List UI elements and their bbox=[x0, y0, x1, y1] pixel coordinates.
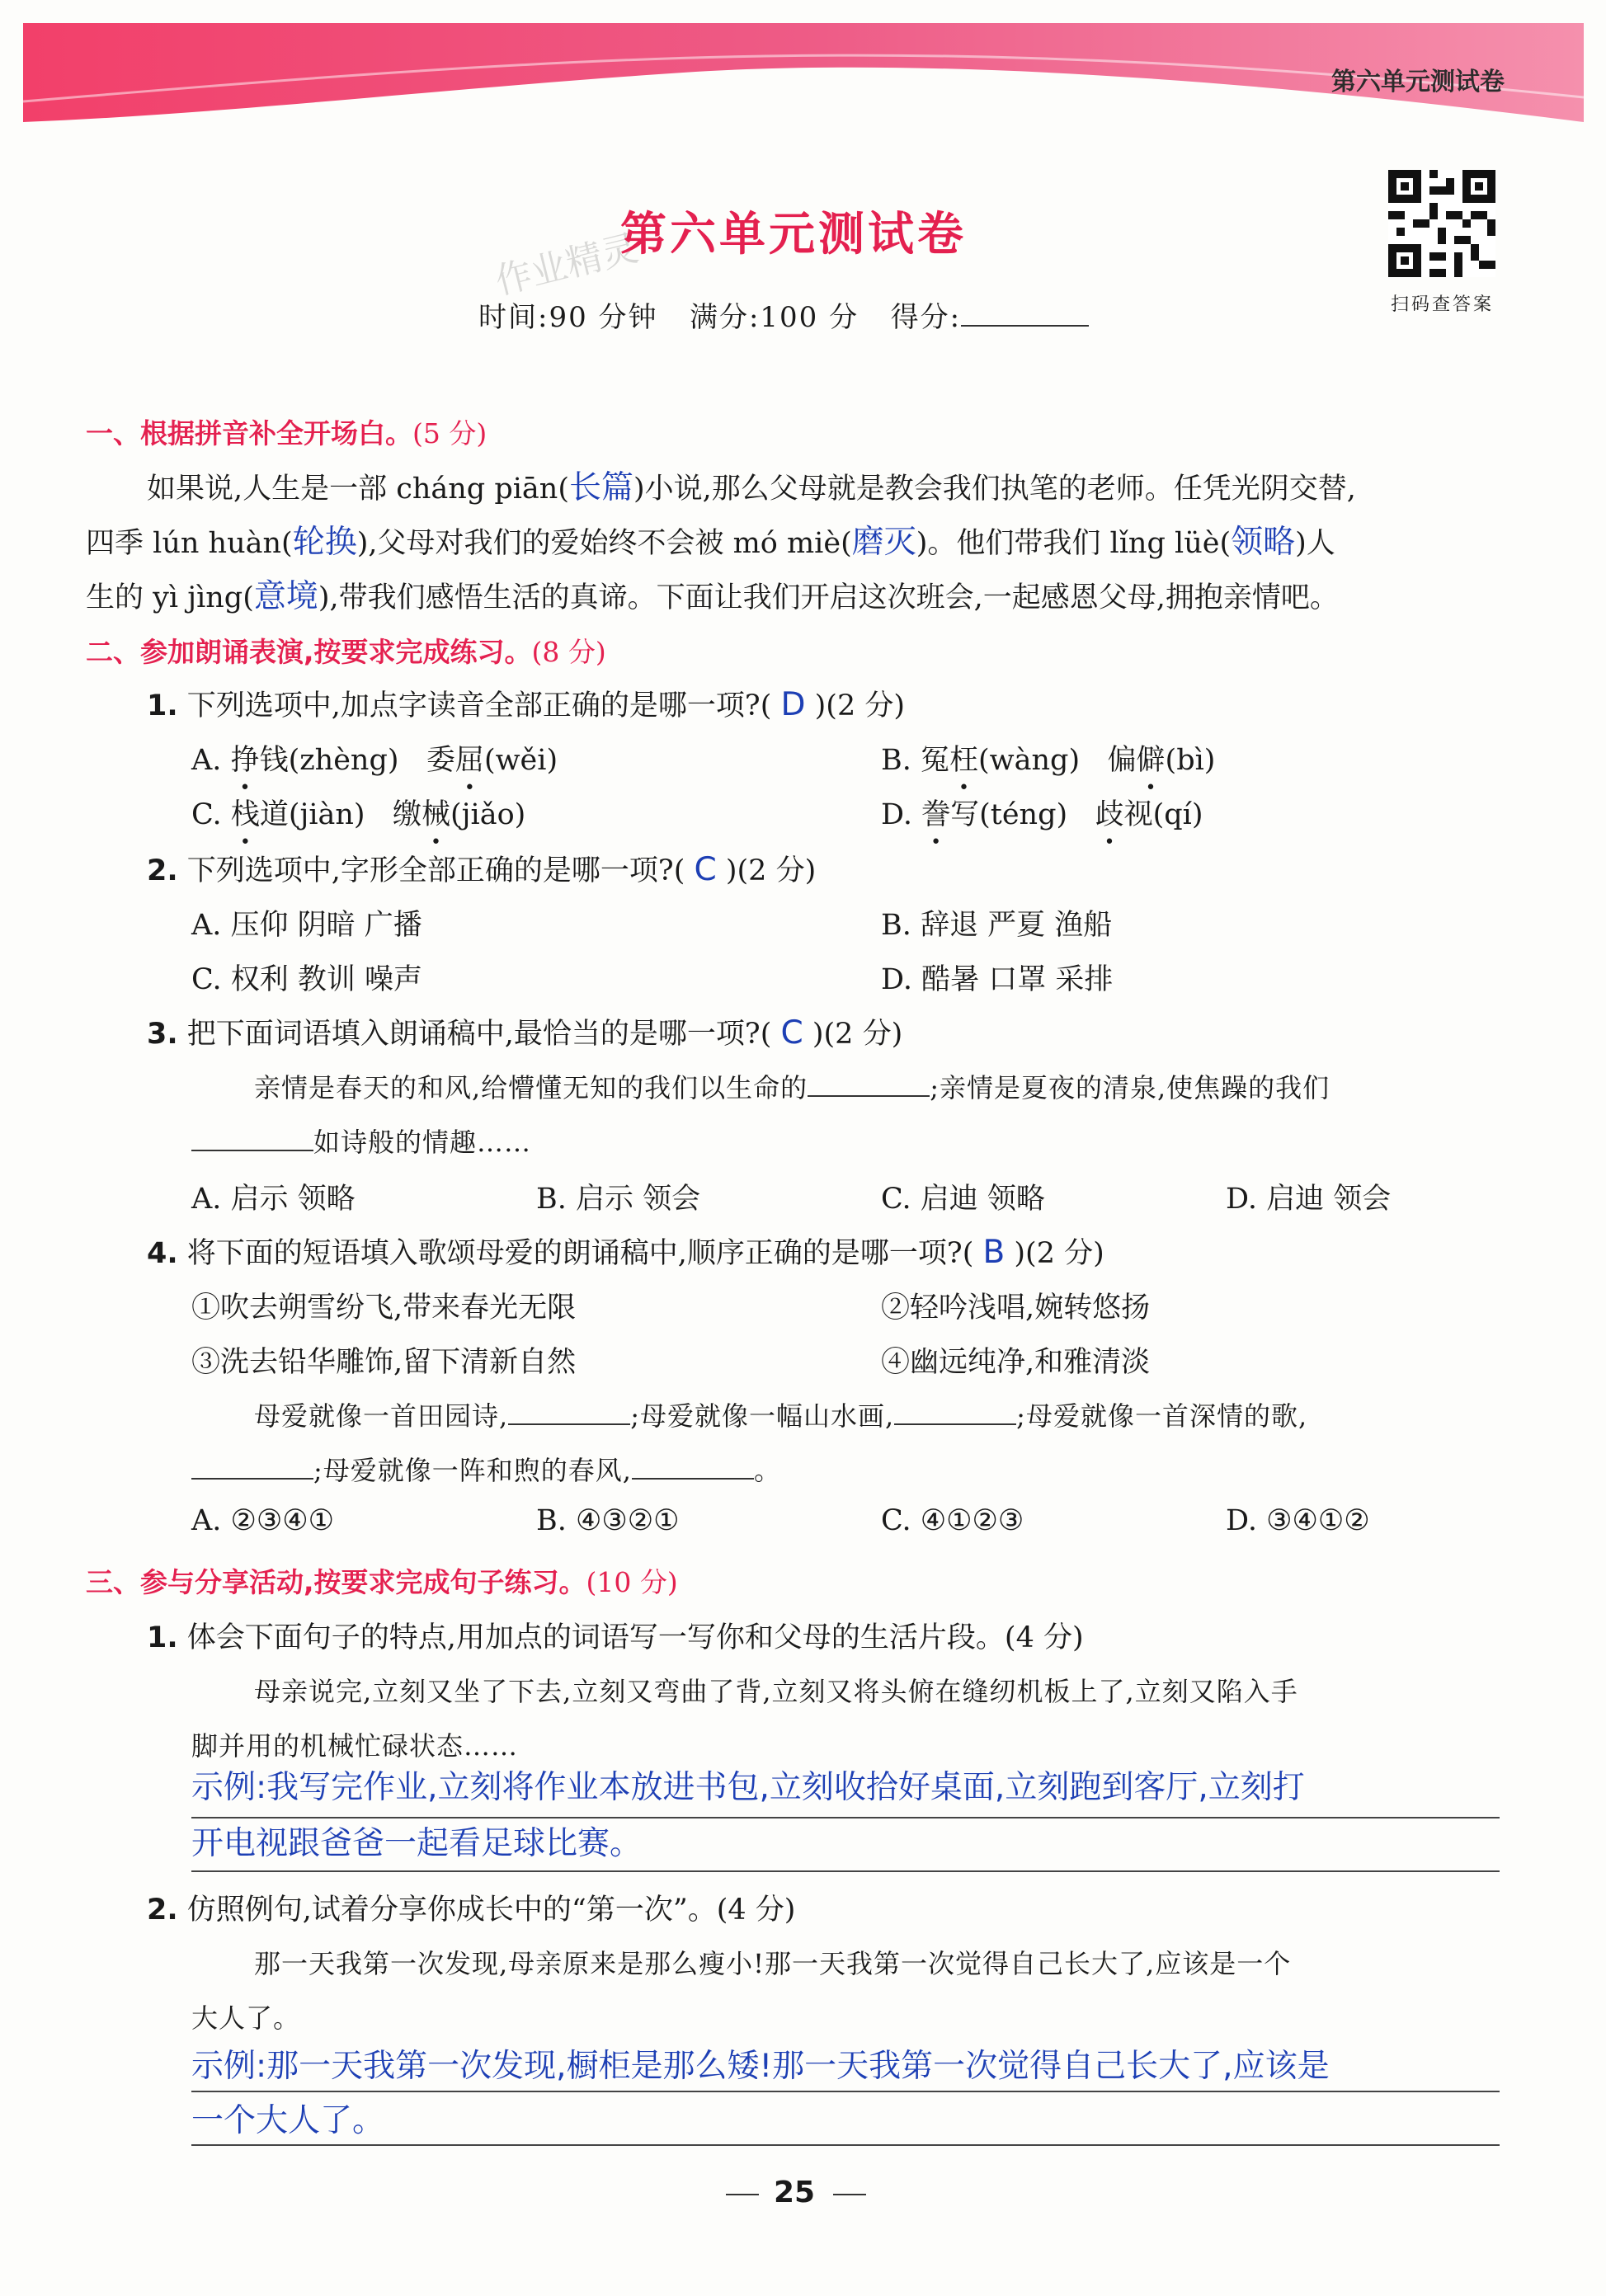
question-stem: 仿照例句,试着分享你成长中的“第一次”。(4 分) bbox=[186, 1894, 796, 1927]
passage-text: 如果说,人生是一部 cháng piān( bbox=[147, 473, 569, 506]
s2-q3-option-d: D. 启迪 领会 bbox=[1226, 1183, 1392, 1216]
score-label: 得分: bbox=[890, 301, 962, 334]
s2-q4-phrase-4: ④幽远纯净,和雅清淡 bbox=[881, 1346, 1151, 1379]
s3-q2-example-line-1: 那一天我第一次发现,母亲原来是那么瘦小!那一天我第一次觉得自己长大了,应该是一个 bbox=[254, 1948, 1292, 1979]
question-stem: 将下面的短语填入歌颂母爱的朗诵稿中,顺序正确的是哪一项?( bbox=[186, 1237, 974, 1270]
s3-q1-stem bbox=[147, 1615, 1084, 1656]
s2-q4-phrase-2: ②轻吟浅唱,婉转悠扬 bbox=[881, 1292, 1151, 1324]
section-3-title: 三、参与分享活动,按要求完成句子练习。 bbox=[86, 1566, 586, 1598]
question-stem: 下列选项中,字形全部正确的是哪一项?( bbox=[186, 854, 685, 887]
dotted-char: 屈 bbox=[454, 744, 484, 777]
s2-q3-stem bbox=[147, 1011, 902, 1052]
qr-code-icon bbox=[1388, 170, 1495, 277]
passage-text: ;亲情是夏夜的清泉,使焦躁的我们 bbox=[930, 1072, 1330, 1103]
s2-q2-option-d: D. 酷暑 口罩 采排 bbox=[881, 963, 1114, 996]
passage-text: 。 bbox=[753, 1455, 781, 1486]
page-title: 第六单元测试卷 bbox=[620, 207, 967, 261]
s3-q1-answer-line-1: 示例:我写完作业,立刻将作业本放进书包,立刻收拾好桌面,立刻跑到客厅,立刻打 bbox=[191, 1769, 1305, 1806]
page-number-dash bbox=[726, 2194, 759, 2195]
s2-q4-option-d: D. ③④①② bbox=[1226, 1504, 1370, 1537]
s2-q2-option-c: C. 权利 教训 噪声 bbox=[191, 963, 423, 996]
dotted-char: 械 bbox=[422, 798, 451, 831]
section-3-heading bbox=[86, 1561, 678, 1600]
score-blank bbox=[961, 325, 1089, 327]
watermark: 作业精灵 bbox=[491, 227, 643, 303]
option-text: 缴 bbox=[392, 798, 422, 831]
s3-q2-stem bbox=[147, 1887, 795, 1928]
option-label: A. bbox=[191, 744, 222, 777]
s2-q4-stem bbox=[147, 1230, 1104, 1272]
answer-handwritten: 领略 bbox=[1231, 524, 1296, 561]
s2-q3-option-c: C. 启迪 领略 bbox=[881, 1183, 1045, 1216]
dotted-char: 僻 bbox=[1136, 744, 1166, 777]
s2-q4-phrase-1: ①吹去朔雪纷飞,带来春光无限 bbox=[191, 1292, 577, 1324]
answer-rule bbox=[191, 2144, 1500, 2146]
time-label: 时间:90 分钟 bbox=[478, 301, 658, 334]
s3-q1-example-line-2: 脚并用的机械忙碌状态…… bbox=[191, 1730, 519, 1762]
option-text: 道(jiàn) bbox=[259, 798, 365, 831]
question-points: )(2 分) bbox=[1014, 1237, 1104, 1270]
question-points: )(2 分) bbox=[812, 1018, 903, 1051]
section-1-heading bbox=[86, 412, 487, 451]
page-number: 25 bbox=[774, 2176, 816, 2209]
s2-q1-option-b bbox=[881, 737, 1215, 779]
fill-blank bbox=[632, 1478, 754, 1480]
dotted-char: 枉 bbox=[949, 744, 979, 777]
option-text: (wàng) bbox=[978, 744, 1081, 777]
s2-q3-passage-line-2 bbox=[191, 1122, 531, 1160]
answer-rule bbox=[191, 2091, 1500, 2092]
answer-handwritten: 长篇 bbox=[569, 469, 634, 506]
option-label: C. bbox=[191, 798, 222, 831]
passage-text: 母爱就像一首田园诗, bbox=[254, 1400, 509, 1432]
s3-q2-answer-line-1: 示例:那一天我第一次发现,橱柜是那么矮!那一天我第一次觉得自己长大了,应该是 bbox=[191, 2048, 1330, 2085]
page-number-dash bbox=[833, 2194, 866, 2195]
section-3-points: (10 分) bbox=[586, 1566, 678, 1598]
option-text: (jiǎo) bbox=[450, 798, 526, 831]
s3-q2-answer-line-2: 一个大人了。 bbox=[191, 2102, 385, 2139]
s2-q3-option-b: B. 启示 领会 bbox=[536, 1183, 701, 1216]
dotted-char: 挣 bbox=[230, 744, 260, 777]
s2-q3-option-a: A. 启示 领略 bbox=[191, 1183, 356, 1216]
section-1-line-3 bbox=[86, 571, 1339, 617]
s2-q1-stem bbox=[147, 683, 905, 724]
option-label: B. bbox=[881, 744, 911, 777]
answer-handwritten: 意境 bbox=[253, 578, 318, 615]
option-label: D. bbox=[881, 798, 912, 831]
answer-handwritten: D bbox=[780, 686, 806, 723]
answer-handwritten: C bbox=[694, 851, 717, 888]
full-score-label: 满分:100 分 bbox=[689, 301, 860, 334]
dotted-char: 栈 bbox=[230, 798, 260, 831]
question-number: 3. bbox=[147, 1018, 178, 1051]
s2-q4-option-b: B. ④③②① bbox=[536, 1504, 680, 1537]
s2-q4-passage-line-2 bbox=[191, 1450, 781, 1488]
section-2-heading bbox=[86, 631, 606, 670]
option-text: 钱(zhèng) bbox=[259, 744, 399, 777]
passage-text: 四季 lún huàn( bbox=[86, 527, 293, 560]
s2-q1-option-c bbox=[191, 792, 525, 833]
passage-text: ;母爱就像一阵和煦的春风, bbox=[313, 1455, 632, 1486]
s2-q4-option-a: A. ②③④① bbox=[191, 1504, 335, 1537]
fill-blank bbox=[191, 1478, 313, 1480]
s2-q2-option-a: A. 压仰 阴暗 广播 bbox=[191, 909, 422, 942]
qr-caption: 扫码查答案 bbox=[1391, 294, 1495, 315]
option-text: (bì) bbox=[1165, 744, 1216, 777]
passage-text: ),带我们感悟生活的真谛。下面让我们开启这次班会,一起感恩父母,拥抱亲情吧。 bbox=[318, 581, 1339, 614]
s2-q2-stem bbox=[147, 848, 816, 889]
option-text: 委 bbox=[426, 744, 455, 777]
fill-blank bbox=[191, 1150, 313, 1151]
section-1-line-2 bbox=[86, 516, 1335, 562]
passage-text: 亲情是春天的和风,给懵懂无知的我们以生命的 bbox=[254, 1072, 808, 1103]
s2-q3-passage-line-1 bbox=[254, 1067, 1330, 1105]
question-number: 2. bbox=[147, 854, 178, 887]
passage-text: 如诗般的情趣…… bbox=[313, 1127, 532, 1158]
question-points: )(2 分) bbox=[725, 854, 817, 887]
passage-text: ;母爱就像一首深情的歌, bbox=[1016, 1400, 1308, 1432]
fill-blank bbox=[894, 1423, 1016, 1425]
option-text: 视(qí) bbox=[1123, 798, 1203, 831]
passage-text: ),父母对我们的爱始终不会被 mó miè( bbox=[356, 527, 852, 560]
answer-handwritten: C bbox=[780, 1014, 803, 1052]
dotted-char: 誊 bbox=[921, 798, 951, 831]
dotted-char: 歧 bbox=[1095, 798, 1124, 831]
s2-q4-passage-line-1 bbox=[254, 1395, 1307, 1433]
question-points: )(2 分) bbox=[814, 689, 906, 722]
s2-q4-option-c: C. ④①②③ bbox=[881, 1504, 1024, 1537]
question-number: 2. bbox=[147, 1894, 178, 1927]
s3-q1-example-line-1: 母亲说完,立刻又坐了下去,立刻又弯曲了背,立刻又将头俯在缝纫机板上了,立刻又陷入手 bbox=[254, 1676, 1298, 1707]
passage-text: )人 bbox=[1295, 527, 1335, 560]
option-text: 写(téng) bbox=[950, 798, 1068, 831]
question-stem: 下列选项中,加点字读音全部正确的是哪一项?( bbox=[186, 689, 772, 722]
answer-rule bbox=[191, 1870, 1500, 1872]
question-number: 1. bbox=[147, 689, 178, 722]
question-stem: 把下面词语填入朗诵稿中,最恰当的是哪一项?( bbox=[186, 1018, 772, 1051]
question-stem: 体会下面句子的特点,用加点的词语写一写你和父母的生活片段。(4 分) bbox=[186, 1621, 1084, 1654]
passage-text: ;母爱就像一幅山水画, bbox=[630, 1400, 895, 1432]
answer-handwritten: 磨灭 bbox=[851, 524, 916, 561]
section-2-points: (8 分) bbox=[531, 636, 606, 668]
question-number: 4. bbox=[147, 1237, 178, 1270]
unit-tag: 第六单元测试卷 bbox=[1331, 68, 1505, 96]
s2-q1-option-a bbox=[191, 737, 558, 779]
section-2-title: 二、参加朗诵表演,按要求完成练习。 bbox=[86, 636, 532, 668]
s2-q2-option-b: B. 辞退 严夏 渔船 bbox=[881, 909, 1113, 942]
s2-q1-option-d bbox=[881, 792, 1203, 833]
fill-blank bbox=[508, 1423, 630, 1425]
section-1-line-1 bbox=[147, 462, 1356, 508]
exam-meta bbox=[478, 294, 1089, 335]
passage-text: 生的 yì jìng( bbox=[86, 581, 254, 614]
passage-text: )小说,那么父母就是教会我们执笔的老师。任凭光阴交替, bbox=[633, 473, 1356, 506]
option-text: (wěi) bbox=[483, 744, 558, 777]
fill-blank bbox=[808, 1095, 930, 1097]
section-1-points: (5 分) bbox=[412, 417, 487, 449]
answer-handwritten: B bbox=[982, 1234, 1006, 1271]
s3-q2-example-line-2: 大人了。 bbox=[191, 2002, 301, 2034]
answer-handwritten: 轮换 bbox=[292, 524, 357, 561]
s3-q1-answer-line-2: 开电视跟爸爸一起看足球比赛。 bbox=[191, 1825, 643, 1862]
passage-text: )。他们带我们 lǐng lüè( bbox=[916, 527, 1232, 560]
question-number: 1. bbox=[147, 1621, 178, 1654]
option-text: 冤 bbox=[921, 744, 950, 777]
section-1-title: 一、根据拼音补全开场白。 bbox=[86, 417, 412, 449]
s2-q4-phrase-3: ③洗去铅华雕饰,留下清新自然 bbox=[191, 1346, 577, 1379]
option-text: 偏 bbox=[1107, 744, 1137, 777]
